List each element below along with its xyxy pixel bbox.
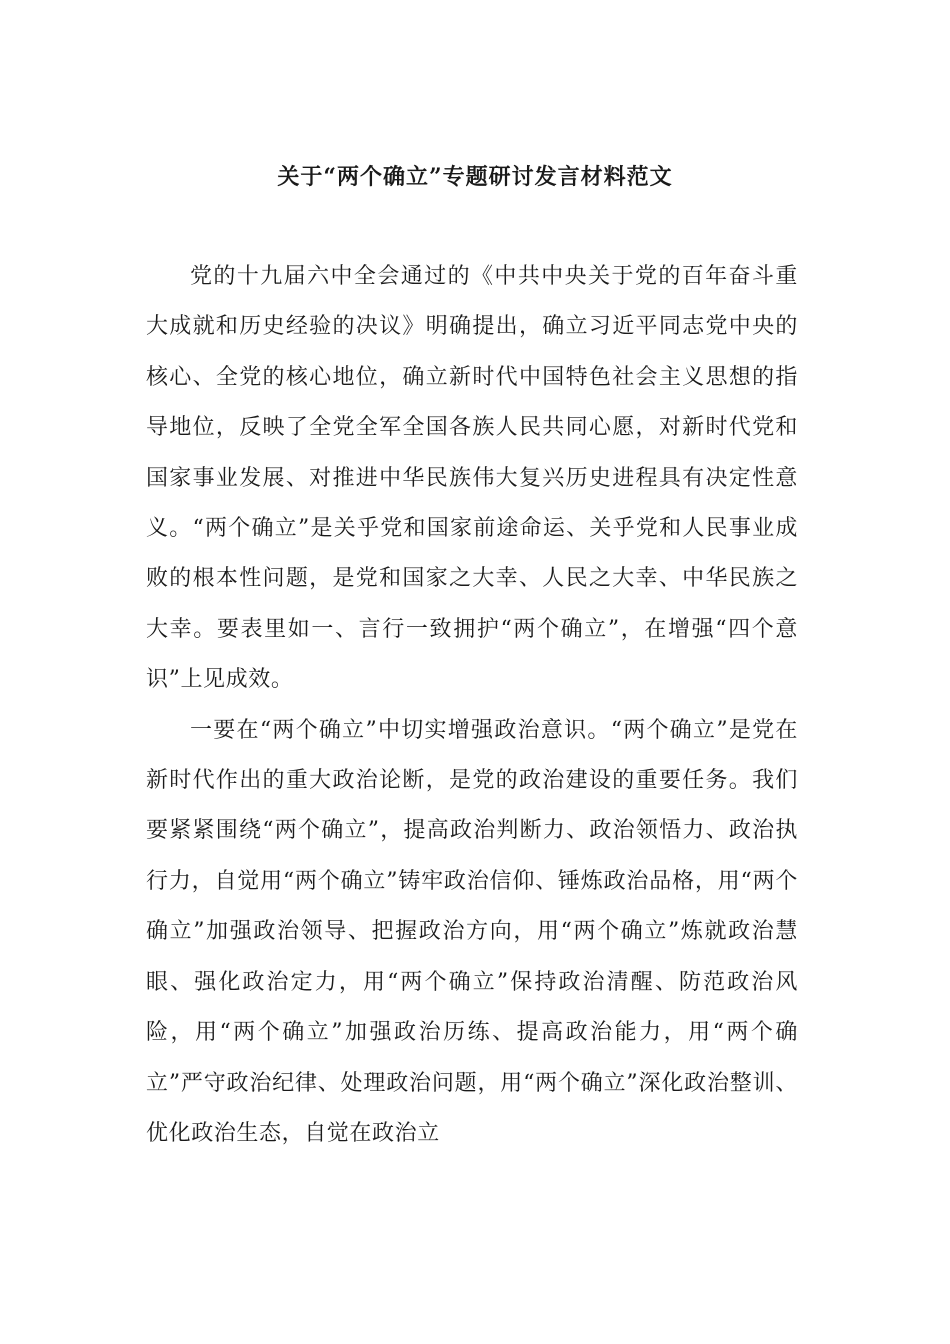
document-title: 关于“两个确立”专题研讨发言材料范文 bbox=[277, 164, 673, 190]
paragraph-political-awareness: 一要在“两个确立”中切实增强政治意识。“两个确立”是党在新时代作出的重大政治论断，是党的政治建设的重要任务。我们要紧紧围绕“两个确立”，提高政治判断力、政治领悟力、政治执行力，自觉用“两个确立”铸牢政治信仰、锤炼政治品格，用“两个确立”加强政治领导、把握政治方向，用“两个确立”炼就政治慧眼、强化政治定力，用“两个确立”保持政治清醒、防范政治风险，用“两个确立”加强政治历练、提高政治能力，用“两个确立”严守政治纪律、处理政治问题，用“两个确立”深化政治整训、优化政治生态，自觉在政治立 bbox=[146, 717, 798, 1146]
paragraph-intro: 党的十九届六中全会通过的《中共中央关于党的百年奋斗重大成就和历史经验的决议》明确提出，确立习近平同志党中央的核心、全党的核心地位，确立新时代中国特色社会主义思想的指导地位，反映了全党全军全国各族人民共同心愿，对新时代党和国家事业发展、对推进中华民族伟大复兴历史进程具有决定性意义。“两个确立”是关乎党和国家前途命运、关乎党和人民事业成败的根本性问题，是党和国家之大幸、人民之大幸、中华民族之大幸。要表里如一、言行一致拥护“两个确立”，在增强“四个意识”上见成效。 bbox=[146, 264, 798, 693]
document-body bbox=[146, 252, 798, 1159]
